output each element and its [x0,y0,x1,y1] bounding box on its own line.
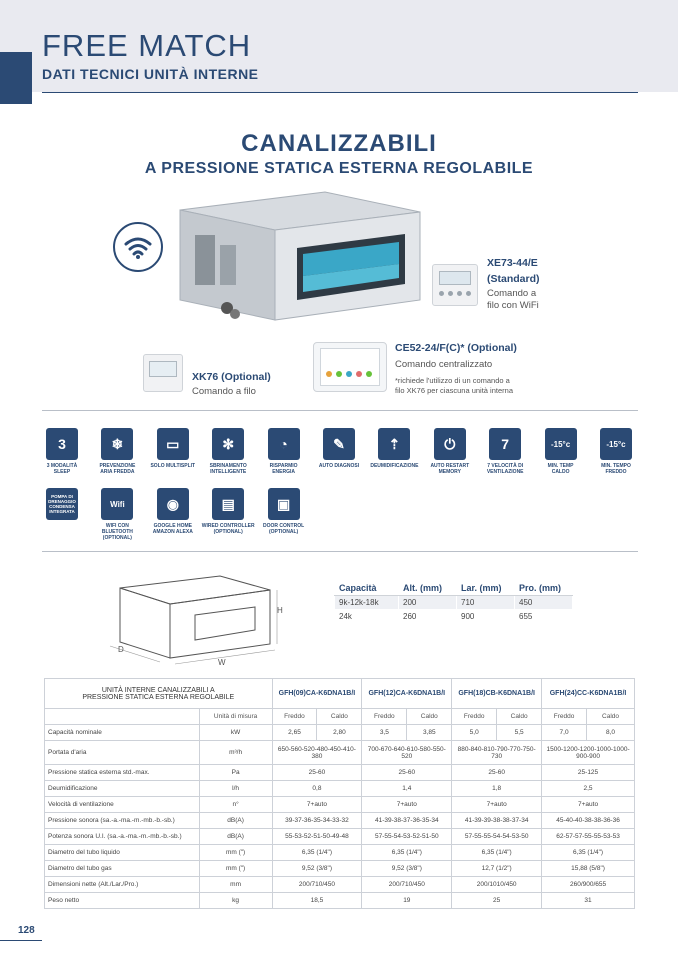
spec-row [45,829,635,845]
spec-row-label: Dimensioni nette (Alt./Lar./Pro.) [45,877,200,893]
spec-row-label: Diametro del tubo liquido [45,845,200,861]
feature-item [310,428,368,469]
feature-item [255,488,313,535]
spec-row-unit: m³/h [199,741,272,765]
dim-header: Alt. (mm) [399,581,457,596]
dimension-diagram [105,570,295,670]
cold-air-prevention-icon: ❄ [101,428,133,460]
model-header: GFH(18)CB-K6DNA1B/I [452,679,542,709]
dimensions-header-row [335,581,573,596]
feature-item [365,428,423,469]
spec-value: 1,8 [452,781,542,797]
auto-restart-icon: ⏻ [434,428,466,460]
spec-row-unit: mm (") [199,845,272,861]
spec-value: 25 [452,893,542,909]
feature-item [532,428,590,475]
spec-row-unit: n° [199,797,272,813]
dim-cell: 900 [457,610,515,624]
spec-value: 200/710/450 [272,877,362,893]
spec-row-label: Pressione sonora (sa.-a.-ma.-m.-mb.-b.-sb.) [45,813,200,829]
diagram-label-h: H [277,606,283,615]
energy-saving-icon: ◔ [268,428,300,460]
divider-top [42,410,638,411]
condensate-pump-icon: POMPA DI DRENAGGIO CONDENSA INTEGRATA [46,488,78,520]
spec-row-unit: kg [199,893,272,909]
feature-label: 7 VELOCITÀ DI VENTILAZIONE [486,463,524,475]
feature-label: MIN. TEMPO FREDDO [601,463,631,475]
spec-row-label: Deumidificazione [45,781,200,797]
xk76-label: XK76 (Optional) [192,371,271,383]
dehumidification-icon: ⇡ [378,428,410,460]
page-title: FREE MATCH [42,28,252,63]
spec-value: 0,8 [272,781,362,797]
feature-label: WIFI CON BLUETOOTH (OPTIONAL) [101,523,133,541]
feature-item [33,488,91,523]
feature-item [421,428,479,475]
mode-heat-header: Caldo [587,709,635,725]
fan-speed-icon: 7 [489,428,521,460]
spec-value: 25-60 [452,765,542,781]
xe73-description: Comando a filo con WiFi [487,288,539,311]
diagram-label-w: W [218,658,226,667]
spec-value: 31 [542,893,635,909]
spec-value: 3,85 [407,725,452,741]
spec-value: 6,35 (1/4") [362,845,452,861]
ce52-note: *richiede l'utilizzo di un comando a filo XK76 per ciascuna unità interna [395,376,513,395]
ce52-label: CE52-24/F(C)* (Optional) [395,342,517,354]
spec-row-unit: l/h [199,781,272,797]
spec-title: UNITÀ INTERNE CANALIZZABILI A PRESSIONE STATICA ESTERNA REGOLABILE [45,679,273,709]
spec-row-label: Portata d'aria [45,741,200,765]
self-diagnosis-icon: ✎ [323,428,355,460]
feature-label: DOOR CONTROL (OPTIONAL) [263,523,305,535]
spec-value: 9,52 (3/8") [362,861,452,877]
spec-row [45,813,635,829]
spec-row [45,893,635,909]
section-subtitle: A PRESSIONE STATICA ESTERNA REGOLABILE [144,160,534,177]
feature-label: MIN. TEMP CALDO [547,463,574,475]
dim-header: Lar. (mm) [457,581,515,596]
spec-value: 7+auto [542,797,635,813]
feature-item [476,428,534,475]
spec-value: 6,35 (1/4") [542,845,635,861]
ce52-description: Comando centralizzato [395,359,493,370]
spec-value: 700-670-640-610-580-550-520 [362,741,452,765]
spec-value: 19 [362,893,452,909]
spec-value: 880-840-810-790-770-750-730 [452,741,542,765]
spec-value: 7+auto [362,797,452,813]
page-number-rule [0,940,42,941]
divider-bottom [42,551,638,552]
model-header: GFH(12)CA-K6DNA1B/I [362,679,452,709]
dim-header: Capacità [335,581,399,596]
ducted-unit-image [165,190,425,330]
wired-controller-icon: ▤ [212,488,244,520]
spec-row [45,741,635,765]
spec-row [45,797,635,813]
mode-heat-header: Caldo [497,709,542,725]
feature-item [199,488,257,535]
spec-value: 7+auto [452,797,542,813]
model-header: GFH(24)CC-K6DNA1B/I [542,679,635,709]
dimensions-table [334,580,573,624]
feature-item [144,488,202,535]
page-subtitle: DATI TECNICI UNITÀ INTERNE [42,66,259,82]
spec-value: 25-60 [362,765,452,781]
wifi-badge [113,222,163,272]
feature-label: DEUMIDIFICAZIONE [370,463,419,469]
voice-assistant-icon: ◉ [157,488,189,520]
dim-cell: 450 [515,596,573,610]
spec-row-label: Peso netto [45,893,200,909]
dim-cell: 260 [399,610,457,624]
ce52-controller-image [313,342,387,392]
spec-row-unit: Pa [199,765,272,781]
spec-value: 7,0 [542,725,587,741]
spec-value: 57-55-55-54-54-53-50 [452,829,542,845]
section-title: CANALIZZABILI [241,130,437,157]
dim-cell: 24k [335,610,399,624]
spec-row [45,861,635,877]
page-number: 128 [18,925,35,936]
spec-value: 260/900/655 [542,877,635,893]
feature-item [199,428,257,475]
spec-table [44,678,635,909]
door-control-icon: ▣ [268,488,300,520]
spec-value: 62-57-57-55-55-53-53 [542,829,635,845]
spec-value: 25-125 [542,765,635,781]
spec-value: 18,5 [272,893,362,909]
feature-item [88,488,146,541]
min-temp-heat-icon: -15°c [545,428,577,460]
dim-cell: 710 [457,596,515,610]
spec-row-label: Diametro del tubo gas [45,861,200,877]
spec-row [45,765,635,781]
feature-label: 3 MODALITÀ SLEEP [46,463,78,475]
spec-value: 41-39-38-37-36-35-34 [362,813,452,829]
xk76-description: Comando a filo [192,386,256,397]
spec-value: 2,80 [317,725,362,741]
feature-item [33,428,91,475]
dim-cell: 200 [399,596,457,610]
mode-heat-header: Caldo [317,709,362,725]
spec-value: 41-39-39-38-38-37-34 [452,813,542,829]
header-accent-bar [0,52,32,104]
dim-cell: 9k-12k-18k [335,596,399,610]
wifi-icon [123,234,153,260]
header-divider [42,92,638,93]
spec-value: 55-53-52-51-50-49-48 [272,829,362,845]
spec-value: 45-40-40-38-38-36-36 [542,813,635,829]
spec-value: 5,5 [497,725,542,741]
spec-row-label: Capacità nominale [45,725,200,741]
dimensions-row [335,610,573,624]
spec-row-unit: mm [199,877,272,893]
feature-label: AUTO RESTART MEMORY [430,463,470,475]
spec-row-label: Pressione statica esterna std.-max. [45,765,200,781]
spec-value: 200/710/450 [362,877,452,893]
spec-value: 7+auto [272,797,362,813]
spec-value: 2,5 [542,781,635,797]
spec-empty-cell [45,709,200,725]
spec-value: 6,35 (1/4") [452,845,542,861]
spec-value: 9,52 (3/8") [272,861,362,877]
unit-header: Unità di misura [199,709,272,725]
spec-value: 12,7 (1/2") [452,861,542,877]
spec-row [45,781,635,797]
sleep-modes-icon: 3 [46,428,78,460]
feature-label: GOOGLE HOME AMAZON ALEXA [152,523,193,535]
spec-row-label: Velocità di ventilazione [45,797,200,813]
spec-value: 39-37-36-35-34-33-32 [272,813,362,829]
mode-heat-header: Caldo [407,709,452,725]
min-temp-cool-icon: -15°c [600,428,632,460]
spec-subheader-row [45,709,635,725]
xk76-remote-image [143,354,183,392]
spec-value: 57-55-54-53-52-51-50 [362,829,452,845]
dim-cell: 655 [515,610,573,624]
diagram-label-d: D [118,645,124,654]
spec-row-unit: mm (") [199,861,272,877]
spec-value: 5,0 [452,725,497,741]
xe73-remote-image [432,264,478,306]
feature-label: SBRINAMENTO INTELLIGENTE [209,463,247,475]
spec-row-unit: dB(A) [199,829,272,845]
spec-value: 25-60 [272,765,362,781]
xe73-label: XE73-44/E (Standard) [487,257,540,285]
spec-value: 2,65 [272,725,317,741]
wifi-bluetooth-icon: Wifi [101,488,133,520]
spec-row-unit: kW [199,725,272,741]
spec-value: 6,35 (1/4") [272,845,362,861]
feature-label: WIRED CONTROLLER (OPTIONAL) [201,523,255,535]
spec-value: 8,0 [587,725,635,741]
spec-value: 15,88 (5/8") [542,861,635,877]
model-header: GFH(09)CA-K6DNA1B/I [272,679,362,709]
spec-row-unit: dB(A) [199,813,272,829]
feature-item [88,428,146,475]
feature-item [255,428,313,475]
feature-item [144,428,202,469]
feature-item [587,428,645,475]
feature-label: SOLO MULTISPLIT [150,463,196,469]
spec-row [45,877,635,893]
dimensions-row [335,596,573,610]
feature-label: RISPARMIO ENERGIA [269,463,298,475]
spec-value: 650-560-520-480-450-410-380 [272,741,362,765]
feature-label: PREVENZIONE ARIA FREDDA [99,463,136,475]
feature-label: AUTO DIAGNOSI [318,463,360,469]
multisplit-icon: ▭ [157,428,189,460]
mode-cool-header: Freddo [452,709,497,725]
spec-row [45,725,635,741]
spec-value: 1,4 [362,781,452,797]
dim-header: Pro. (mm) [515,581,573,596]
spec-row-label: Potenza sonora U.I. (sa.-a.-ma.-m.-mb.-b.-sb.) [45,829,200,845]
spec-value: 200/1010/450 [452,877,542,893]
spec-value: 1500-1200-1200-1000-1000-900-900 [542,741,635,765]
mode-cool-header: Freddo [362,709,407,725]
spec-row [45,845,635,861]
mode-cool-header: Freddo [272,709,317,725]
defrost-icon: ✻ [212,428,244,460]
spec-header-row [45,679,635,709]
spec-value: 3,5 [362,725,407,741]
mode-cool-header: Freddo [542,709,587,725]
